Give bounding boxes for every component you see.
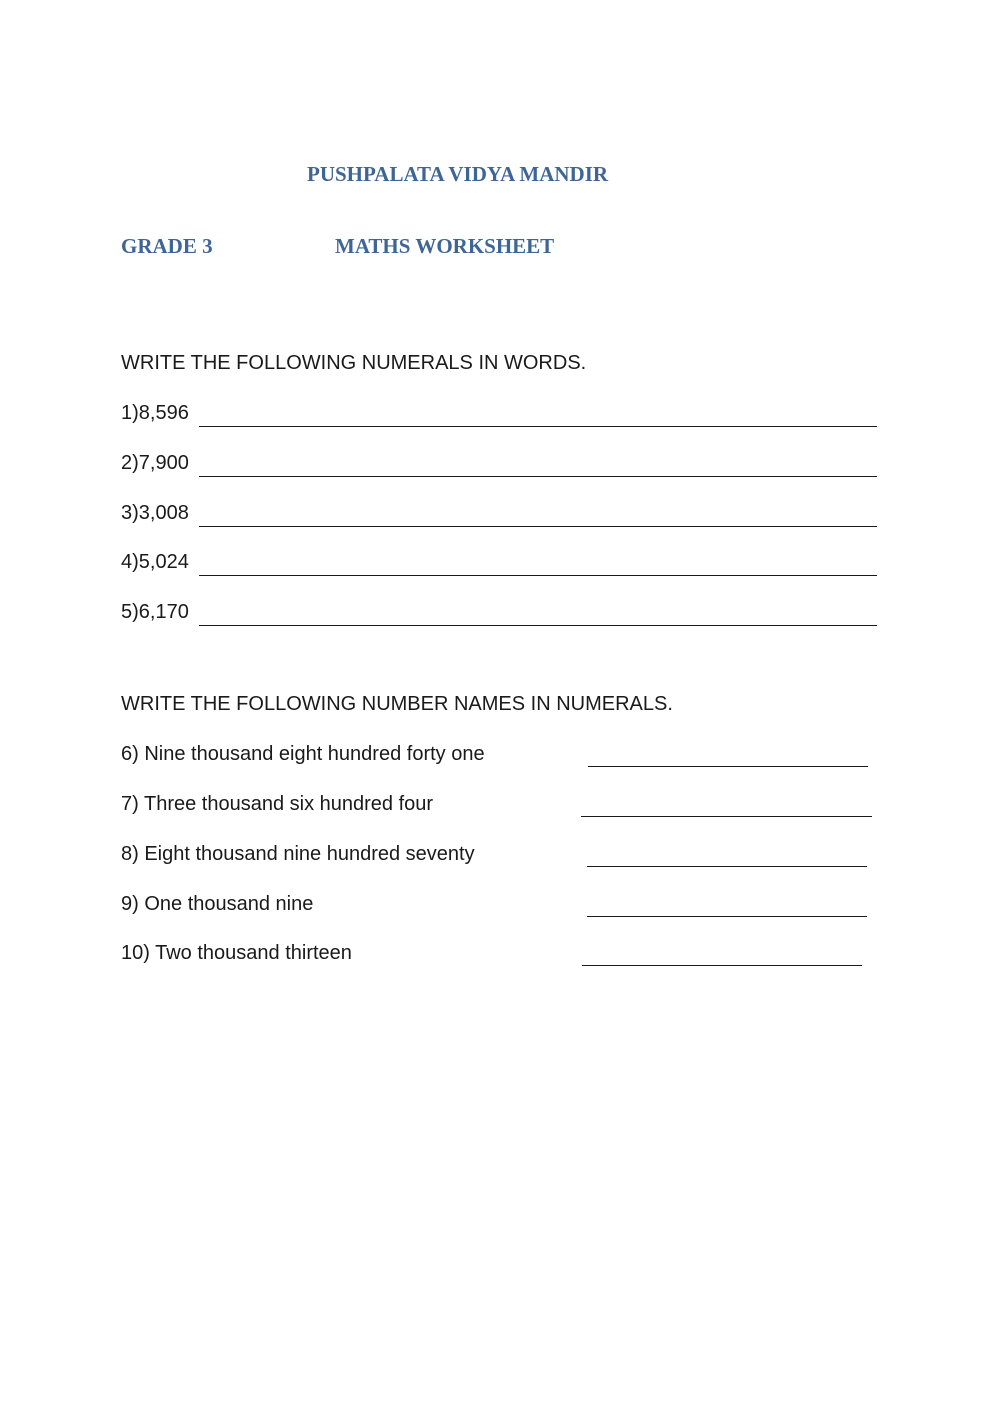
section2-instruction: WRITE THE FOLLOWING NUMBER NAMES IN NUMERALS. xyxy=(121,693,673,715)
question-5 xyxy=(121,601,881,629)
question-7 xyxy=(121,793,881,821)
answer-line[interactable] xyxy=(199,426,877,427)
question-label: 7) Three thousand six hundred four xyxy=(121,793,434,815)
question-label: 4)5,024 xyxy=(121,551,189,573)
answer-line[interactable] xyxy=(199,625,877,626)
question-4 xyxy=(121,551,881,579)
question-9 xyxy=(121,893,881,921)
question-10 xyxy=(121,942,881,970)
question-label: 10) Two thousand thirteen xyxy=(121,942,352,964)
question-label: 3)3,008 xyxy=(121,502,189,524)
question-label: 8) Eight thousand nine hundred seventy xyxy=(121,843,475,865)
answer-line[interactable] xyxy=(199,575,877,576)
answer-line[interactable] xyxy=(587,916,867,917)
question-label: 1)8,596 xyxy=(121,402,189,424)
grade-label: GRADE 3 xyxy=(121,234,213,258)
worksheet-title: MATHS WORKSHEET xyxy=(335,234,555,258)
answer-line[interactable] xyxy=(588,766,868,767)
question-2 xyxy=(121,452,881,480)
question-label: 6) Nine thousand eight hundred forty one xyxy=(121,743,485,765)
answer-line[interactable] xyxy=(199,476,877,477)
answer-line[interactable] xyxy=(581,816,872,817)
question-label: 9) One thousand nine xyxy=(121,893,314,915)
question-6 xyxy=(121,743,881,771)
section1-instruction: WRITE THE FOLLOWING NUMERALS IN WORDS. xyxy=(121,352,587,374)
answer-line[interactable] xyxy=(587,866,867,867)
question-label: 2)7,900 xyxy=(121,452,189,474)
answer-line[interactable] xyxy=(199,526,877,527)
question-3 xyxy=(121,502,881,530)
question-label: 5)6,170 xyxy=(121,601,189,623)
school-name: PUSHPALATA VIDYA MANDIR xyxy=(307,162,609,186)
question-1 xyxy=(121,402,881,430)
question-8 xyxy=(121,843,881,871)
answer-line[interactable] xyxy=(582,965,862,966)
